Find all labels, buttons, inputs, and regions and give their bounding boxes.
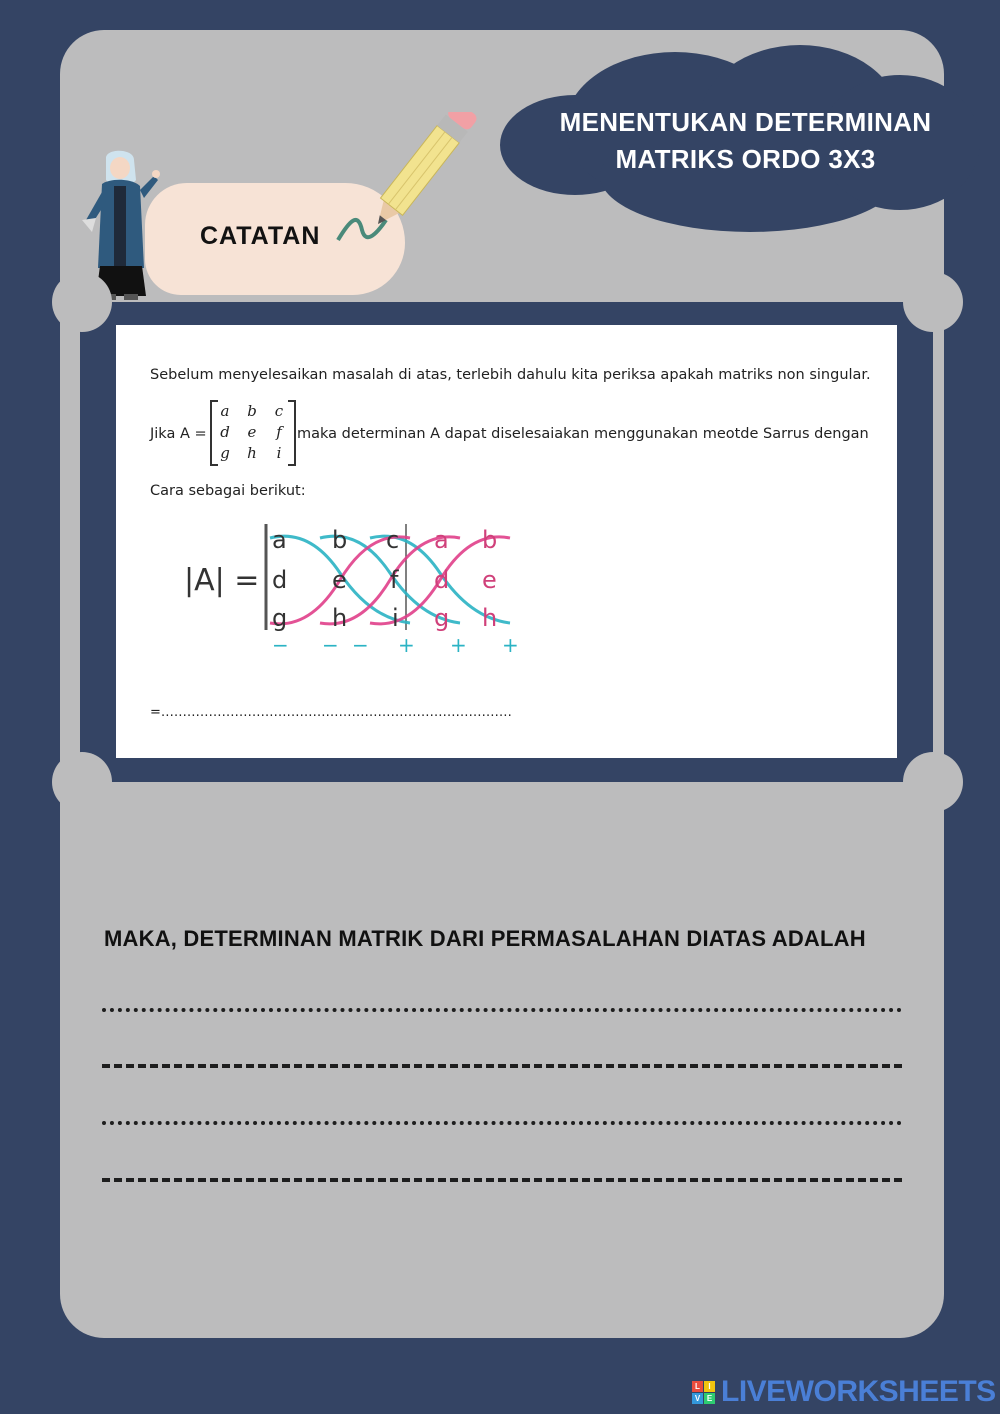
frame-notch <box>903 752 963 812</box>
sarrus-cell: b <box>482 526 498 554</box>
sarrus-cell: e <box>482 566 497 594</box>
note-jika-suffix: maka determinan A dapat diselesaiakan menggunakan meotde Sarrus dengan <box>297 426 869 442</box>
sarrus-cell: i <box>392 604 399 632</box>
logo-tile: L <box>692 1381 703 1392</box>
matrix-a <box>210 400 296 466</box>
logo-icon <box>692 1381 715 1404</box>
frame-notch <box>903 272 963 332</box>
sarrus-cell: a <box>434 526 449 554</box>
sarrus-cell: d <box>434 566 450 594</box>
answer-line-dashed[interactable] <box>102 1178 902 1182</box>
sarrus-cell: d <box>272 566 288 594</box>
matrix-cell: a <box>220 402 230 420</box>
frame-notch <box>52 752 112 812</box>
question-text: MAKA, DETERMINAN MATRIK DARI PERMASALAHAN DIATAS ADALAH <box>104 926 866 951</box>
sarrus-lhs: |A| = <box>184 563 260 598</box>
logo-tile: I <box>704 1381 715 1392</box>
answer-line-dotted[interactable] <box>102 1121 902 1125</box>
sarrus-plus-sign: + <box>502 633 519 657</box>
note-jika-prefix: Jika A = <box>150 426 207 442</box>
sarrus-cell: g <box>434 604 450 632</box>
logo-tile: E <box>704 1393 715 1404</box>
sarrus-cell: h <box>482 604 498 632</box>
sarrus-minus-sign: − <box>352 633 369 657</box>
sarrus-cell: f <box>390 566 399 594</box>
matrix-cell: i <box>276 444 282 462</box>
matrix-cell: g <box>220 444 230 462</box>
sarrus-plus-sign: + <box>450 633 467 657</box>
matrix-cell: c <box>274 402 284 420</box>
answer-line-dotted[interactable] <box>102 1008 902 1012</box>
sarrus-cell: g <box>272 604 288 632</box>
sarrus-plus-sign: + <box>398 633 415 657</box>
sarrus-minus-sign: − <box>322 633 339 657</box>
matrix-cell: h <box>247 444 257 462</box>
answer-line-dashed[interactable] <box>102 1064 902 1068</box>
pencil-icon <box>318 112 478 252</box>
sarrus-cell: c <box>386 526 400 554</box>
note-cara: Cara sebagai berikut: <box>150 483 306 499</box>
sarrus-cell: b <box>332 526 348 554</box>
note-intro: Sebelum menyelesaikan masalah di atas, terlebih dahulu kita periksa apakah matriks non singular. <box>150 367 871 383</box>
logo-tile: V <box>692 1393 703 1404</box>
sarrus-cell: a <box>272 526 287 554</box>
sarrus-minus-sign: − <box>272 633 289 657</box>
note-answer-line: =……………………………………………………………………… <box>150 705 512 720</box>
title-line-2: MATRIKS ORDO 3X3 <box>615 144 876 174</box>
logo-text: LIVEWORKSHEETS <box>721 1375 996 1408</box>
sarrus-cell: h <box>332 604 348 632</box>
sarrus-diagram <box>180 518 540 658</box>
matrix-cell: e <box>247 423 257 441</box>
matrix-cell: f <box>276 423 282 441</box>
liveworksheets-logo[interactable] <box>692 1375 996 1409</box>
page-title <box>548 104 943 178</box>
frame-notch <box>52 272 112 332</box>
matrix-cell: d <box>220 423 230 441</box>
note-label: CATATAN <box>200 222 321 250</box>
sarrus-cell: e <box>332 566 347 594</box>
matrix-cell: b <box>247 402 257 420</box>
title-line-1: MENENTUKAN DETERMINAN <box>559 107 932 137</box>
